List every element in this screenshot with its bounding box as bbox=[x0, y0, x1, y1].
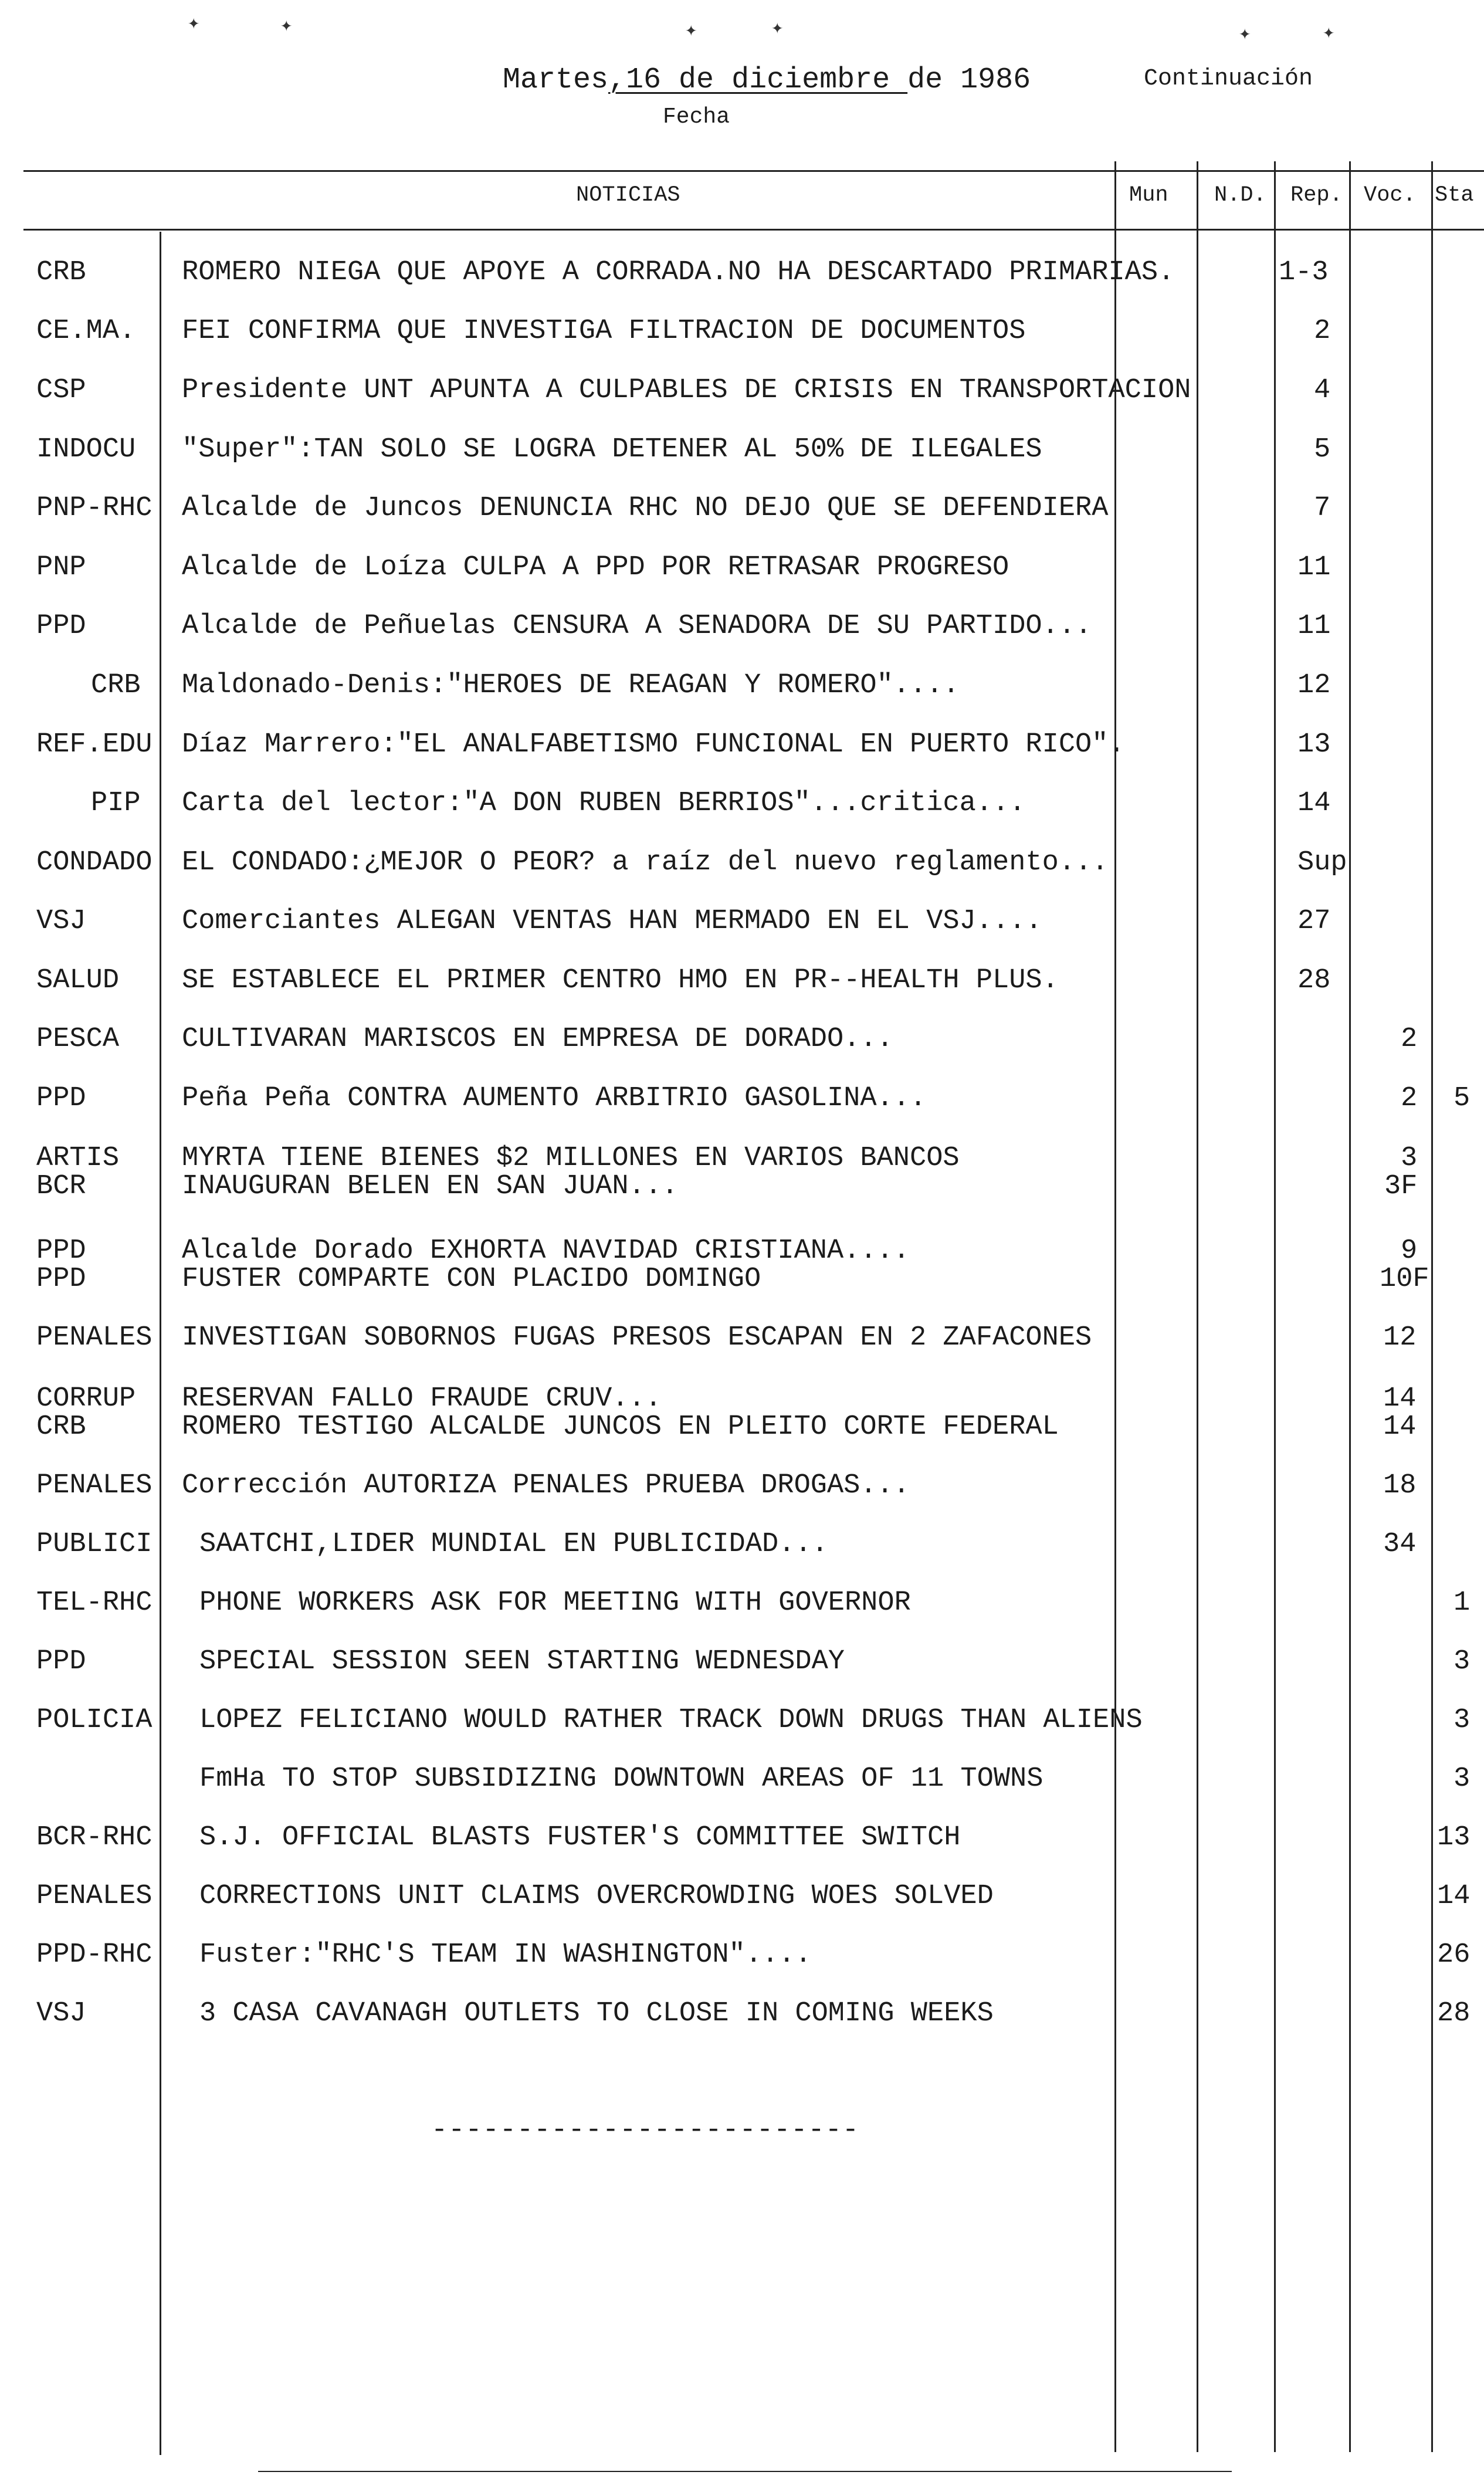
date-line bbox=[503, 63, 1031, 97]
row-title: Fuster:"RHC'S TEAM IN WASHINGTON".... bbox=[199, 1939, 812, 1970]
row-section: PNP-RHC bbox=[36, 493, 153, 524]
row-sta-page: 5 bbox=[1453, 1083, 1471, 1114]
row-sta-page: 26 bbox=[1437, 1939, 1471, 1970]
row-title: Díaz Marrero:"EL ANALFABETISMO FUNCIONAL EN PUERTO RICO". bbox=[182, 729, 1125, 760]
row-section: CE.MA. bbox=[36, 316, 136, 347]
column-header-sta: Sta bbox=[1435, 183, 1474, 208]
table-row bbox=[0, 494, 1484, 553]
row-section: PPD-RHC bbox=[36, 1939, 153, 1970]
table-row bbox=[0, 907, 1484, 966]
row-section: REF.EDU bbox=[36, 729, 153, 760]
table-row bbox=[0, 1882, 1484, 1941]
table-row bbox=[0, 1237, 1484, 1266]
table-row bbox=[0, 1025, 1484, 1083]
table-row bbox=[0, 1823, 1484, 1882]
row-title: ROMERO TESTIGO ALCALDE JUNCOS EN PLEITO CORTE FEDERAL bbox=[182, 1411, 1059, 1443]
row-section: TEL-RHC bbox=[36, 1587, 153, 1618]
table-row bbox=[0, 1530, 1484, 1589]
table-row bbox=[0, 671, 1484, 730]
row-section: PPD bbox=[36, 611, 86, 642]
row-title: "Super":TAN SOLO SE LOGRA DETENER AL 50% DE ILEGALES bbox=[182, 434, 1042, 465]
table-row bbox=[0, 317, 1484, 375]
row-section: SALUD bbox=[36, 965, 120, 996]
column-header-nd: N.D. bbox=[1214, 183, 1266, 208]
row-section: PNP bbox=[36, 552, 86, 583]
row-section: PIP bbox=[91, 788, 141, 819]
row-rep-page: 27 bbox=[1297, 906, 1331, 937]
date-day-month: ,16 de diciembre bbox=[608, 63, 908, 97]
row-title: FmHa TO STOP SUBSIDIZING DOWNTOWN AREAS OF 11 TOWNS bbox=[199, 1763, 1043, 1794]
row-section: INDOCU bbox=[36, 434, 136, 465]
column-header-rep: Rep. bbox=[1290, 183, 1343, 208]
row-voc-page: 18 bbox=[1383, 1470, 1417, 1501]
table-row bbox=[0, 376, 1484, 435]
row-title: RESERVAN FALLO FRAUDE CRUV... bbox=[182, 1383, 662, 1414]
row-section: CSP bbox=[36, 375, 86, 406]
row-title: SPECIAL SESSION SEEN STARTING WEDNESDAY bbox=[199, 1646, 845, 1677]
row-section: PPD bbox=[36, 1235, 86, 1267]
row-section: PPD bbox=[36, 1646, 86, 1677]
row-section: PENALES bbox=[36, 1470, 153, 1501]
date-year: de 1986 bbox=[907, 63, 1031, 97]
row-voc-page: 34 bbox=[1383, 1529, 1417, 1560]
page-bottom-rule bbox=[258, 2471, 1232, 2472]
row-rep-page: 1-3 bbox=[1279, 257, 1329, 288]
continuation-label: Continuación bbox=[1144, 66, 1313, 92]
table-row bbox=[0, 848, 1484, 907]
row-section: PESCA bbox=[36, 1024, 120, 1055]
row-voc-page: 14 bbox=[1383, 1411, 1417, 1443]
row-voc-page: 14 bbox=[1383, 1383, 1417, 1414]
row-title: Alcalde Dorado EXHORTA NAVIDAD CRISTIANA.... bbox=[182, 1235, 910, 1267]
table-row bbox=[0, 1413, 1484, 1442]
table-row bbox=[0, 1323, 1484, 1382]
row-section: ARTIS bbox=[36, 1143, 120, 1174]
ink-speck: ✦ bbox=[771, 18, 784, 40]
ink-speck: ✦ bbox=[685, 20, 697, 42]
row-voc-page: 10F bbox=[1380, 1264, 1429, 1295]
table-row bbox=[0, 1265, 1484, 1294]
row-voc-page: 3 bbox=[1401, 1143, 1418, 1174]
row-title: SE ESTABLECE EL PRIMER CENTRO HMO EN PR--HEALTH PLUS. bbox=[182, 965, 1059, 996]
row-title: Alcalde de Juncos DENUNCIA RHC NO DEJO QUE SE DEFENDIERA bbox=[182, 493, 1109, 524]
row-rep-page: 2 bbox=[1314, 316, 1331, 347]
table-row bbox=[0, 1144, 1484, 1173]
date-weekday: Martes bbox=[503, 63, 609, 97]
row-section: CORRUP bbox=[36, 1383, 136, 1414]
row-voc-page: 12 bbox=[1383, 1322, 1417, 1353]
row-voc-page: 9 bbox=[1401, 1235, 1418, 1267]
row-title: Maldonado-Denis:"HEROES DE REAGAN Y ROMERO".... bbox=[182, 670, 960, 701]
table-row bbox=[0, 258, 1484, 317]
table-row bbox=[0, 435, 1484, 494]
column-header-noticias: NOTICIAS bbox=[576, 183, 680, 208]
row-section: POLICIA bbox=[36, 1705, 153, 1736]
column-header-mun: Mun bbox=[1129, 183, 1168, 208]
row-title: Alcalde de Loíza CULPA A PPD POR RETRASAR PROGRESO bbox=[182, 552, 1009, 583]
row-section: CONDADO bbox=[36, 847, 153, 878]
column-header-voc: Voc. bbox=[1364, 183, 1416, 208]
row-rep-page: 14 bbox=[1297, 788, 1331, 819]
row-sta-page: 3 bbox=[1453, 1646, 1471, 1677]
row-title: FUSTER COMPARTE CON PLACIDO DOMINGO bbox=[182, 1264, 761, 1295]
table-row bbox=[0, 966, 1484, 1025]
row-title: FEI CONFIRMA QUE INVESTIGA FILTRACION DE DOCUMENTOS bbox=[182, 316, 1026, 347]
row-section: PENALES bbox=[36, 1881, 153, 1912]
row-section: VSJ bbox=[36, 1998, 86, 2029]
table-row bbox=[0, 553, 1484, 612]
row-sta-page: 28 bbox=[1437, 1998, 1471, 2029]
row-sta-page: 1 bbox=[1453, 1587, 1471, 1618]
row-section: BCR bbox=[36, 1171, 86, 1202]
row-rep-page: 4 bbox=[1314, 375, 1331, 406]
row-voc-page: 2 bbox=[1401, 1083, 1418, 1114]
row-rep-page: 7 bbox=[1314, 493, 1331, 524]
ink-speck: ✦ bbox=[1239, 23, 1251, 46]
row-rep-page: Sup bbox=[1297, 847, 1347, 878]
row-title: Carta del lector:"A DON RUBEN BERRIOS"...critica... bbox=[182, 788, 1026, 819]
row-title: Comerciantes ALEGAN VENTAS HAN MERMADO EN EL VSJ.... bbox=[182, 906, 1042, 937]
row-title: Peña Peña CONTRA AUMENTO ARBITRIO GASOLINA... bbox=[182, 1083, 927, 1114]
row-title: INAUGURAN BELEN EN SAN JUAN... bbox=[182, 1171, 679, 1202]
end-of-list-rule: ------------------------- bbox=[431, 2115, 860, 2146]
header-top-rule bbox=[23, 170, 1484, 172]
row-section: CRB bbox=[36, 257, 86, 288]
table-row bbox=[0, 1647, 1484, 1706]
row-rep-page: 13 bbox=[1297, 729, 1331, 760]
table-row bbox=[0, 730, 1484, 789]
row-title: PHONE WORKERS ASK FOR MEETING WITH GOVERNOR bbox=[199, 1587, 911, 1618]
row-sta-page: 3 bbox=[1453, 1705, 1471, 1736]
date-label: Fecha bbox=[663, 104, 730, 130]
row-title: SAATCHI,LIDER MUNDIAL EN PUBLICIDAD... bbox=[199, 1529, 828, 1560]
ink-speck: ✦ bbox=[188, 13, 200, 35]
table-row bbox=[0, 1172, 1484, 1201]
table-row bbox=[0, 1765, 1484, 1823]
row-section: PPD bbox=[36, 1083, 86, 1114]
table-row bbox=[0, 1084, 1484, 1143]
row-section: PPD bbox=[36, 1264, 86, 1295]
row-title: INVESTIGAN SOBORNOS FUGAS PRESOS ESCAPAN EN 2 ZAFACONES bbox=[182, 1322, 1092, 1353]
row-sta-page: 13 bbox=[1437, 1822, 1471, 1853]
ink-speck: ✦ bbox=[280, 15, 293, 38]
table-row bbox=[0, 1999, 1484, 2058]
row-section: CRB bbox=[91, 670, 141, 701]
row-title: S.J. OFFICIAL BLASTS FUSTER'S COMMITTEE SWITCH bbox=[199, 1822, 961, 1853]
row-title: Corrección AUTORIZA PENALES PRUEBA DROGAS... bbox=[182, 1470, 910, 1501]
row-section: VSJ bbox=[36, 906, 86, 937]
row-sta-page: 3 bbox=[1453, 1763, 1471, 1794]
row-section: BCR-RHC bbox=[36, 1822, 153, 1853]
table-row bbox=[0, 1941, 1484, 1999]
row-title: EL CONDADO:¿MEJOR O PEOR? a raíz del nuevo reglamento... bbox=[182, 847, 1109, 878]
row-voc-page: 3F bbox=[1384, 1171, 1418, 1202]
ink-speck: ✦ bbox=[1323, 22, 1335, 45]
row-title: CORRECTIONS UNIT CLAIMS OVERCROWDING WOES SOLVED bbox=[199, 1881, 994, 1912]
row-section: PENALES bbox=[36, 1322, 153, 1353]
row-title: ROMERO NIEGA QUE APOYE A CORRADA.NO HA DESCARTADO PRIMARIAS. bbox=[182, 257, 1175, 288]
row-title: Presidente UNT APUNTA A CULPABLES DE CRISIS EN TRANSPORTACION bbox=[182, 375, 1191, 406]
table-row bbox=[0, 1471, 1484, 1530]
table-row bbox=[0, 612, 1484, 671]
row-title: CULTIVARAN MARISCOS EN EMPRESA DE DORADO... bbox=[182, 1024, 893, 1055]
header-bottom-rule bbox=[23, 229, 1484, 231]
table-row bbox=[0, 789, 1484, 848]
row-sta-page: 14 bbox=[1437, 1881, 1471, 1912]
row-title: Alcalde de Peñuelas CENSURA A SENADORA DE SU PARTIDO... bbox=[182, 611, 1092, 642]
row-rep-page: 11 bbox=[1297, 611, 1331, 642]
row-rep-page: 5 bbox=[1314, 434, 1331, 465]
row-title: MYRTA TIENE BIENES $2 MILLONES EN VARIOS BANCOS bbox=[182, 1143, 960, 1174]
row-title: LOPEZ FELICIANO WOULD RATHER TRACK DOWN DRUGS THAN ALIENS bbox=[199, 1705, 1143, 1736]
table-row bbox=[0, 1706, 1484, 1765]
row-rep-page: 28 bbox=[1297, 965, 1331, 996]
table-row bbox=[0, 1384, 1484, 1414]
row-rep-page: 11 bbox=[1297, 552, 1331, 583]
row-title: 3 CASA CAVANAGH OUTLETS TO CLOSE IN COMING WEEKS bbox=[199, 1998, 994, 2029]
row-section: CRB bbox=[36, 1411, 86, 1443]
row-voc-page: 2 bbox=[1401, 1024, 1418, 1055]
row-rep-page: 12 bbox=[1297, 670, 1331, 701]
table-row bbox=[0, 1589, 1484, 1647]
row-section: PUBLICI bbox=[36, 1529, 153, 1560]
